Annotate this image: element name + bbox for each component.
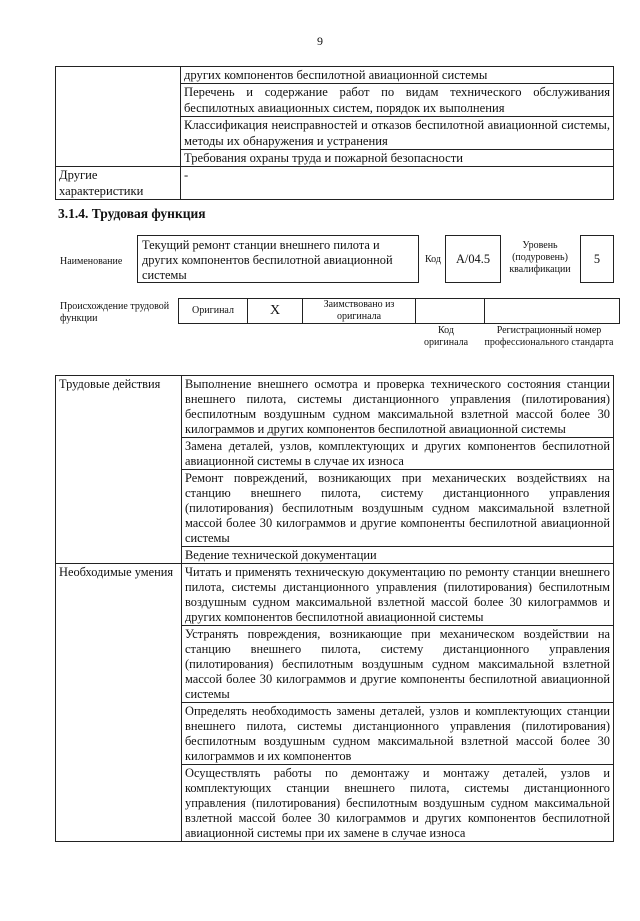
table-row [56, 167, 614, 200]
labor-function-table [55, 375, 614, 842]
table-cell: - [181, 167, 614, 200]
page-number: 9 [317, 34, 323, 48]
origin-table [178, 298, 620, 324]
labor-action-item: Ремонт повреждений, возникающих при механических воздействиях на станцию внешнего пилота, систему дистанционного управления (пилотирования) беспилотным воздушным судном максимальной взлетной массой более 30 килограммов и другие компоненты беспилотной авиационной системы [182, 470, 614, 547]
borrowed-label: Заимствовано из оригинала [303, 299, 416, 324]
labor-action-item: Выполнение внешнего осмотра и проверка технического состояния станции внешнего пилота, системы дистанционного управления (пилотирования) беспилотным воздушным судном максимальной взлетной массой более 30 килограммов и других компонентов беспилотной авиационной системы [182, 376, 614, 438]
skill-item: Читать и применять техническую документацию по ремонту станции внешнего пилота, системы дистанционного управления (пилотирования) беспилотным воздушным судном максимальной взлетной массой более 30 килограммов и других компонентов беспилотной авиационной системы [182, 564, 614, 626]
level-label: Уровень (подуровень) квалификации [509, 240, 571, 275]
labor-action-item: Ведение технической документации [182, 547, 614, 564]
skill-item: Устранять повреждения, возникающие при механическом воздействии на станцию внешнего пилота, систему дистанционного управления (пилотирования) беспилотным воздушным судном максимальной взлетной массой более 30 килограммов и другие компоненты беспилотной авиационной системы [182, 626, 614, 703]
table-row [56, 67, 614, 84]
skill-item: Осуществлять работы по демонтажу и монтажу деталей, узлов и комплектующих станции внешнего пилота, системы дистанционного управления (пилотирования) беспилотным воздушным судном максимальной взлетной массой более 30 килограммов и других компонентов беспилотной авиационной системы при их замене в случае износа [182, 765, 614, 842]
table-cell: Перечень и содержание работ по видам технического обслуживания беспилотных авиационных систем, порядок их выполнения [181, 84, 614, 117]
reg-number-caption: Регистрационный номер профессионального стандарта [484, 325, 614, 348]
reg-number-cell [485, 299, 620, 324]
table-cell: Требования охраны труда и пожарной безопасности [181, 150, 614, 167]
code-label: Код [425, 254, 441, 265]
original-mark: X [248, 299, 303, 324]
skills-label: Необходимые умения [56, 564, 182, 842]
level-box: 5 [580, 235, 614, 283]
table-row [179, 299, 620, 324]
section-title: 3.1.4. Трудовая функция [58, 206, 206, 221]
requirements-table-continued [55, 66, 614, 200]
origin-label: Происхождение трудовой функции [60, 301, 170, 324]
table-label-cell [56, 67, 181, 167]
function-name-box: Текущий ремонт станции внешнего пилота и других компонентов беспилотной авиационной системы [137, 235, 419, 283]
code-box: А/04.5 [445, 235, 501, 283]
code-original-caption: Код оригинала [423, 325, 469, 348]
table-row [56, 564, 614, 626]
table-label-cell: Другие характеристики [56, 167, 181, 200]
skill-item: Определять необходимость замены деталей, узлов и комплектующих станции внешнего пилота, системы дистанционного управления (пилотирования) беспилотным воздушным судном максимальной взлетной массой более 30 килограммов и их компонентов [182, 703, 614, 765]
name-label: Наименование [60, 256, 123, 267]
table-cell: Классификация неисправностей и отказов беспилотной авиационной системы, методы их обнаружения и устранения [181, 117, 614, 150]
labor-actions-label: Трудовые действия [56, 376, 182, 564]
table-cell: других компонентов беспилотной авиационной системы [181, 67, 614, 84]
code-original-cell [416, 299, 485, 324]
labor-action-item: Замена деталей, узлов, комплектующих и других компонентов беспилотной авиационной системы в случае их износа [182, 438, 614, 470]
table-row [56, 376, 614, 438]
original-label: Оригинал [179, 299, 248, 324]
